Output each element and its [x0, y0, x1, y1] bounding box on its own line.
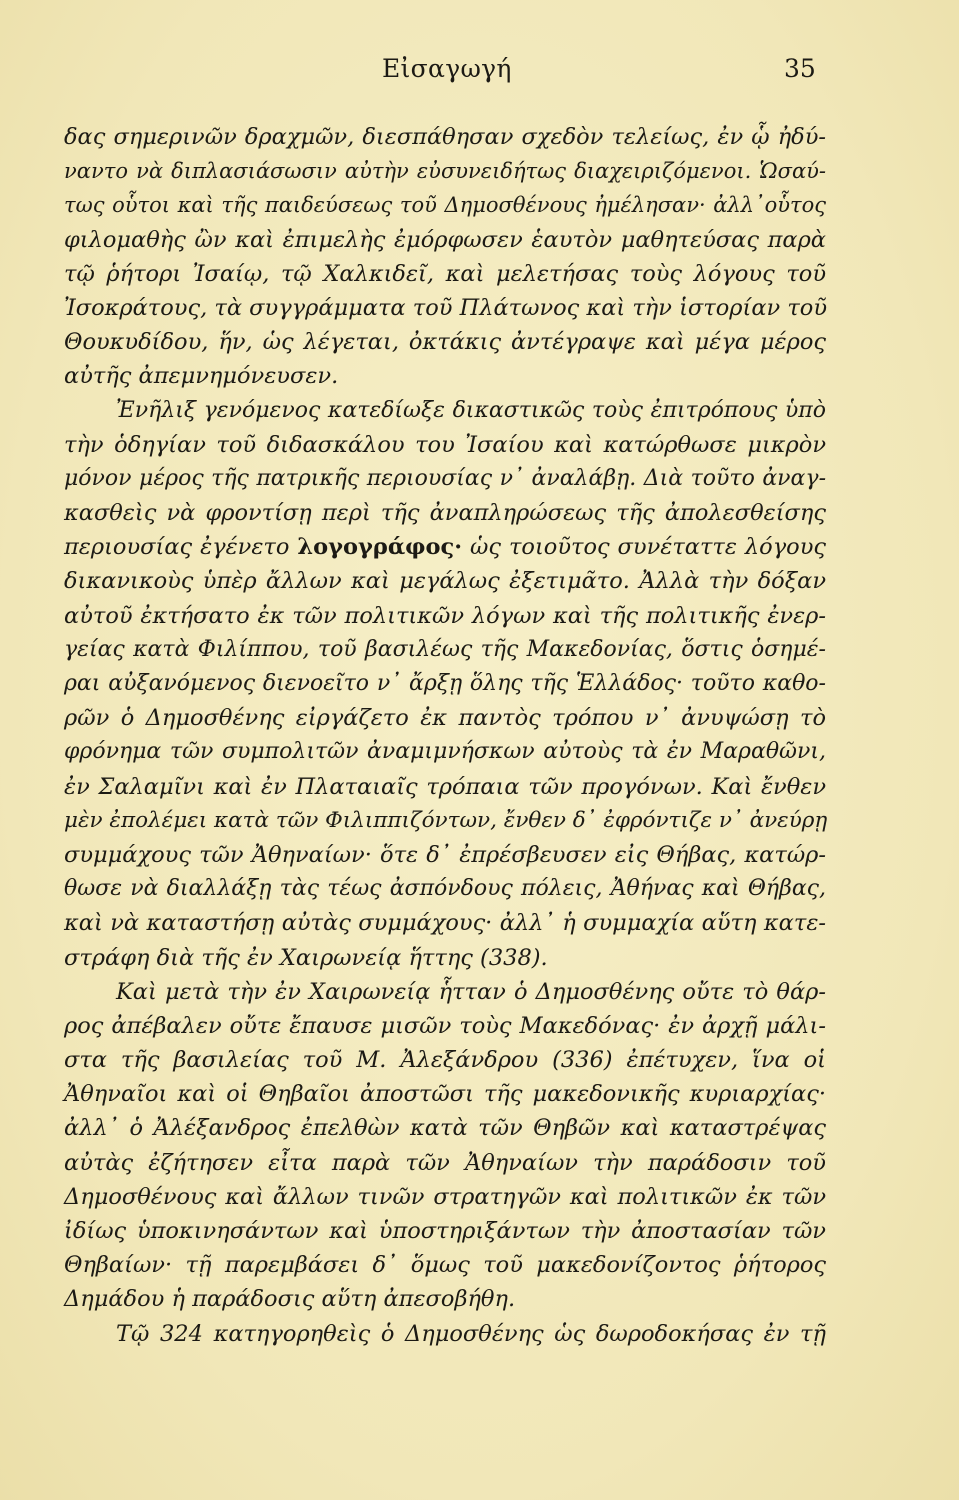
text-line: ἀλλ᾿ ὁ Ἀλέξανδρος ἐπελθὼν κατὰ τῶν Θηβῶν καὶ καταστρέψας: [64, 1115, 826, 1142]
text-line: τως οὗτοι καὶ τῆς παιδεύσεως τοῦ Δημοσθένους ἠμέλησαν· ἀλλ᾿οὗτος: [64, 193, 826, 218]
text-line: καὶ νὰ καταστήσῃ αὐτὰς συμμάχους· ἀλλ᾿ ἡ συμμαχία αὕτη κατε-: [64, 910, 826, 937]
text-line: στα τῆς βασιλείας τοῦ Μ. Ἀλεξάνδρου (336) ἐπέτυχεν, ἵνα οἱ: [64, 1047, 826, 1074]
text-line: συμμάχους τῶν Ἀθηναίων· ὅτε δ᾿ ἐπρέσβευσεν εἰς Θήβας, κατώρ-: [64, 841, 826, 868]
text-line: κασθεὶς νὰ φροντίσῃ περὶ τῆς ἀναπληρώσεως τῆς ἀπολεσθείσης: [64, 500, 826, 527]
text-line: Δημάδου ἡ παράδοσις αὕτη ἀπεσοβήθη.: [64, 1286, 516, 1313]
body-text: [64, 120, 826, 1351]
text-line: αὐτῆς ἀπεμνημόνευσεν.: [64, 363, 339, 390]
text-line: Ἀθηναῖοι καὶ οἱ Θηβαῖοι ἀποστῶσι τῆς μακεδονικῆς κυριαρχίας·: [64, 1081, 826, 1108]
text-line: μὲν ἐπολέμει κατὰ τῶν Φιλιππιζόντων, ἔνθεν δ᾿ ἐφρόντιζε ν᾿ ἀνεύρῃ: [64, 807, 828, 833]
text-line: αὐτὰς ἐζήτησεν εἶτα παρὰ τῶν Ἀθηναίων τὴν παράδοσιν τοῦ: [64, 1149, 826, 1176]
line-text-after: ὡς τοιοῦτος συνέταττε λόγους: [462, 534, 826, 561]
line-text-before: περιουσίας ἐγένετο: [64, 534, 298, 561]
text-line: Δημοσθένους καὶ ἄλλων τινῶν στρατηγῶν καὶ πολιτικῶν ἐκ τῶν: [64, 1183, 826, 1210]
text-line: δικανικοὺς ὑπὲρ ἄλλων καὶ μεγάλως ἐξετιμᾶτο. Ἀλλὰ τὴν δόξαν: [64, 568, 826, 595]
text-line: στράφη διὰ τῆς ἐν Χαιρωνείᾳ ἥττης (338).: [64, 944, 548, 971]
text-line: Θηβαίων· τῇ παρεμβάσει δ᾿ ὅμως τοῦ μακεδονίζοντος ῥήτορος: [64, 1252, 826, 1279]
page-number: 35: [784, 54, 816, 83]
text-line: ρος ἀπέβαλεν οὔτε ἔπαυσε μισῶν τοὺς Μακεδόνας· ἐν ἀρχῇ μάλι-: [64, 1012, 826, 1039]
paragraph-start-line: Ἐνῆλιξ γενόμενος κατεδίωξε δικαστικῶς τοὺς ἐπιτρόπους ὑπὸ: [116, 397, 826, 423]
text-line: γείας κατὰ Φιλίππου, τοῦ βασιλέως τῆς Μακεδονίας, ὅστις ὁσημέ-: [64, 636, 826, 662]
text-line: Ἰσοκράτους, τὰ συγγράμματα τοῦ Πλάτωνος καὶ τὴν ἱστορίαν τοῦ: [64, 294, 828, 321]
text-line: θωσε νὰ διαλλάξῃ τὰς τέως ἀσπόνδους πόλεις, Ἀθήνας καὶ Θήβας,: [64, 876, 826, 902]
text-line: ἰδίως ὑποκινησάντων καὶ ὑποστηριξάντων τὴν ἀποστασίαν τῶν: [64, 1218, 826, 1244]
text-line: τῷ ῥήτορι Ἰσαίῳ, τῷ Χαλκιδεῖ, καὶ μελετήσας τοὺς λόγους τοῦ: [64, 260, 826, 287]
text-line: αὐτοῦ ἐκτήσατο ἐκ τῶν πολιτικῶν λόγων καὶ τῆς πολιτικῆς ἐνερ-: [64, 602, 826, 629]
text-line: τὴν ὁδηγίαν τοῦ διδασκάλου του Ἰσαίου καὶ κατώρθωσε μικρὸν: [64, 431, 826, 458]
text-line: ραι αὐξανόμενος διενοεῖτο ν᾿ ἄρξῃ ὅλης τῆς Ἑλλάδος· τοῦτο καθο-: [64, 671, 826, 696]
text-line: φιλομαθὴς ὢν καὶ ἐπιμελὴς ἐμόρφωσεν ἑαυτὸν μαθητεύσας παρὰ: [64, 226, 826, 253]
bold-term: λογογράφος·: [297, 534, 463, 561]
paragraph-start-line: Καὶ μετὰ τὴν ἐν Χαιρωνείᾳ ἧτταν ὁ Δημοσθένης οὔτε τὸ θάρ-: [116, 978, 826, 1005]
text-line: ἐν Σαλαμῖνι καὶ ἐν Πλαταιαῖς τρόπαια τῶν προγόνων. Καὶ ἔνθεν: [64, 773, 826, 800]
text-line: Θουκυδίδου, ἥν, ὡς λέγεται, ὀκτάκις ἀντέγραψε καὶ μέγα μέρος: [64, 329, 826, 356]
running-title: Εἰσαγωγή: [382, 54, 512, 83]
text-line-with-bold-term: [64, 530, 826, 564]
text-line: ρῶν ὁ Δημοσθένης εἰργάζετο ἐκ παντὸς τρόπου ν᾿ ἀνυψώσῃ τὸ: [64, 705, 826, 732]
text-line: δας σημερινῶν δραχμῶν, διεσπάθησαν σχεδὸν τελείως, ἐν ᾧ ἠδύ-: [64, 124, 826, 150]
paragraph-start-line: Τῷ 324 κατηγορηθεὶς ὁ Δημοσθένης ὡς δωροδοκήσας ἐν τῇ: [116, 1320, 826, 1347]
text-line: φρόνημα τῶν συμπολιτῶν ἀναμιμνήσκων αὐτοὺς τὰ ἐν Μαραθῶνι,: [64, 739, 826, 765]
text-line: μόνον μέρος τῆς πατρικῆς περιουσίας ν᾿ ἀναλάβῃ. Διὰ τοῦτο ἀναγ-: [64, 465, 826, 491]
text-line: ναντο νὰ διπλασιάσωσιν αὐτὴν εὐσυνειδήτως διαχειριζόμενοι. Ὡσαύ-: [64, 159, 826, 184]
running-head: [0, 54, 959, 94]
